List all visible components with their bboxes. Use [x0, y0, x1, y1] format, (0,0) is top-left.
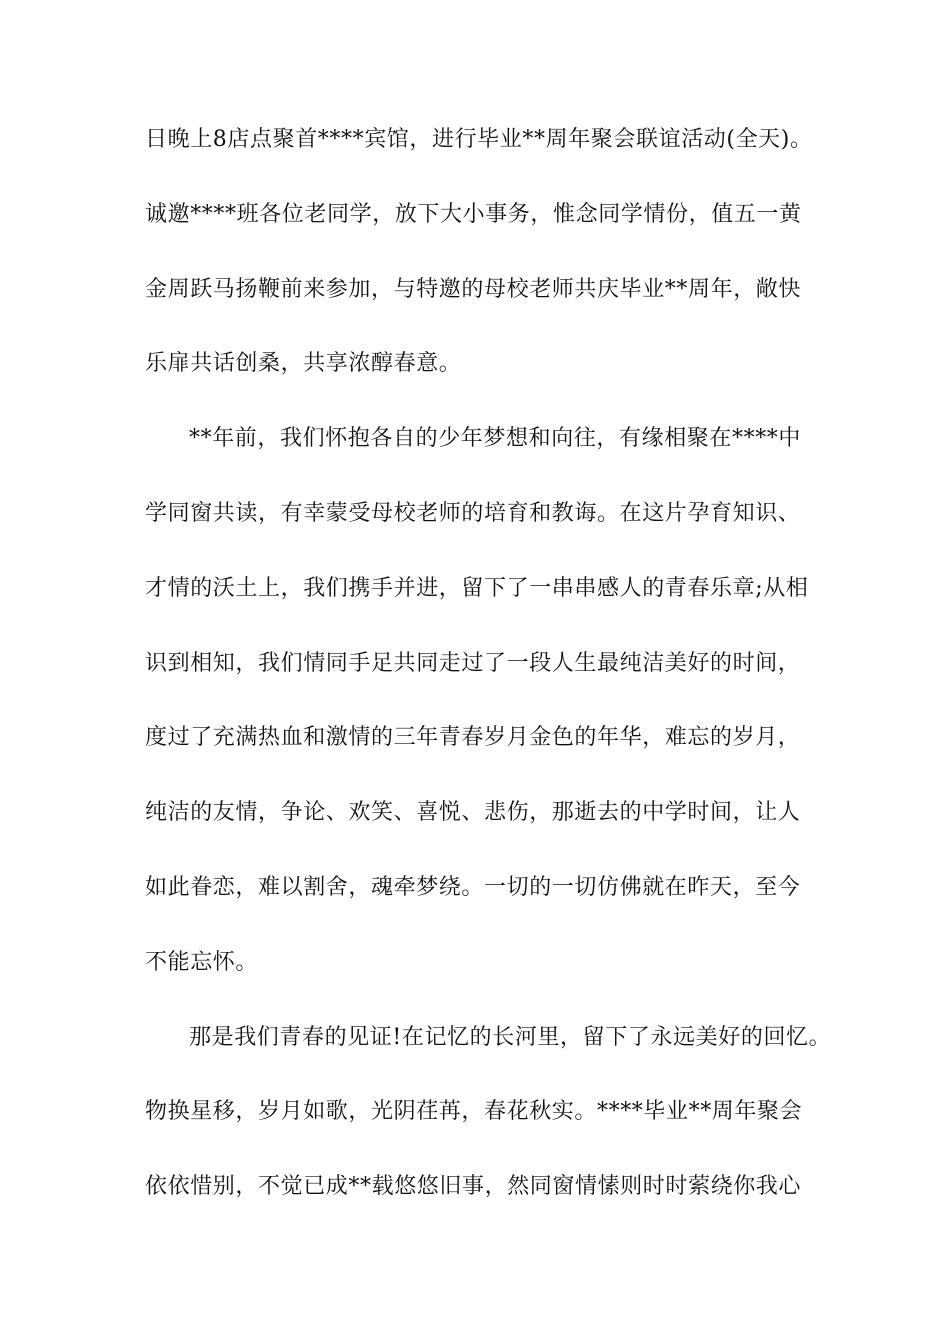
- document-body: [145, 127, 832, 1250]
- text-line: 纯洁的友情，争论、欢笑、喜悦、悲伤，那逝去的中学时间，让人: [145, 800, 801, 826]
- text-line: 识到相知，我们情同手足共同走过了一段人生最纯洁美好的时间，: [145, 650, 801, 676]
- text-line: 金周跃马扬鞭前来参加，与特邀的母校老师共庆毕业**周年，敞快: [145, 276, 802, 302]
- text-line: 依依惜别，不觉已成**载悠悠旧事，然同窗情愫则时时萦绕你我心: [145, 1174, 802, 1200]
- text-line: 学同窗共读，有幸蒙受母校老师的培育和教诲。在这片孕育知识、: [145, 500, 801, 526]
- text-line: 物换星移，岁月如歌，光阴荏苒，春花秋实。****毕业**周年聚会: [145, 1099, 803, 1125]
- paragraph-first-line: **年前，我们怀抱各自的少年梦想和向往，有缘相聚在****中: [189, 426, 802, 452]
- text-line: 诚邀****班各位老同学，放下大小事务，惟念同学情份，值五一黄: [145, 201, 802, 227]
- text-line: 不能忘怀。: [145, 949, 259, 975]
- text-line: 乐扉共话创桑，共享浓醇春意。: [145, 351, 462, 377]
- paragraph-first-line: 那是我们青春的见证!在记忆的长河里，留下了永远美好的回忆。: [189, 1024, 832, 1050]
- text-line: 日晚上8店点聚首****宾馆，进行毕业**周年聚会联谊活动(全天)。: [145, 127, 813, 152]
- text-line: 度过了充满热血和激情的三年青春岁月金色的年华，难忘的岁月，: [145, 725, 801, 751]
- text-line: 如此眷恋，难以割舍，魂牵梦绕。一切的一切仿佛就在昨天，至今: [145, 874, 801, 900]
- text-line: 才情的沃土上，我们携手并进，留下了一串串感人的青春乐章;从相: [145, 575, 809, 601]
